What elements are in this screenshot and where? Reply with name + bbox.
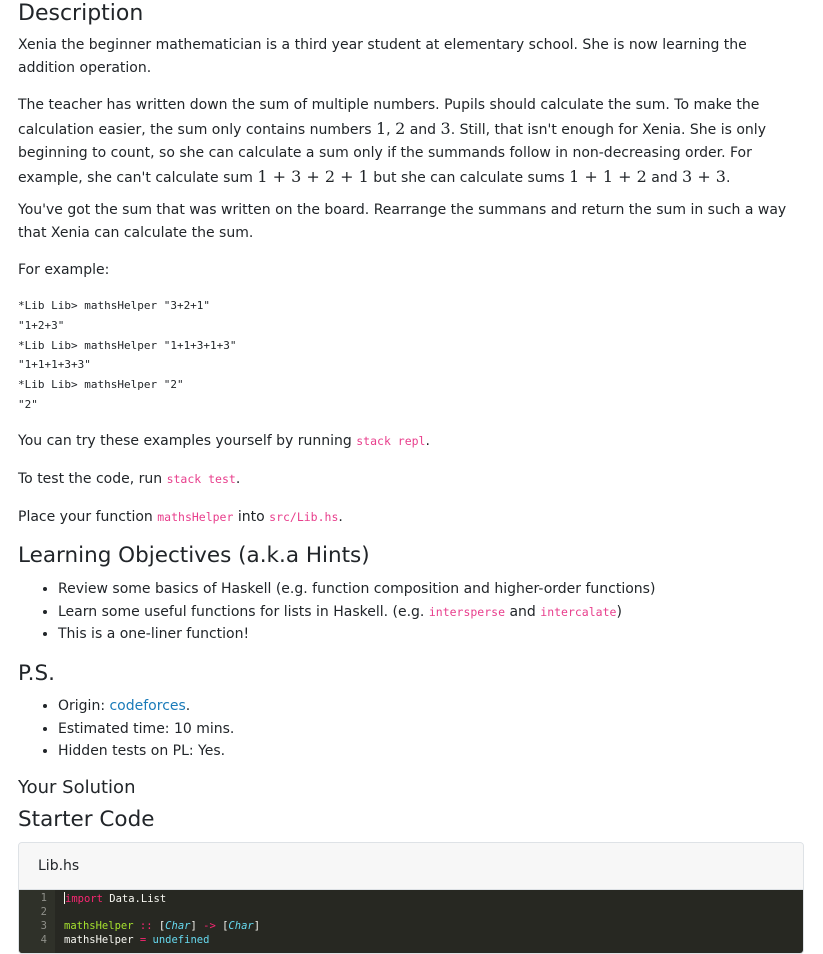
code-constant: undefined [152,934,210,946]
intro-paragraph: Xenia the beginner mathematician is a third year student at elementary school. She is now learning the addition operation. [18,37,747,76]
inline-code: mathsHelper [157,510,234,524]
text-span: Origin: [58,698,110,714]
inline-code: src/Lib.hs [269,510,339,524]
text-span: . [338,509,343,525]
list-item [58,695,823,718]
math-expression: 1 + 3 + 2 + 1 [257,167,369,186]
text-span: , [386,122,396,138]
text-span: The teacher has written down the sum of multiple numbers. Pupils should calculate the sum. To make the calculation easier, the sum only contains numbers [18,97,760,138]
code-line [64,934,209,946]
inline-code: stack repl [356,434,426,448]
text-span: ) [616,603,622,620]
list-item: • Estimated time: 10 mins. [58,718,823,741]
task-paragraph: You've got the sum that was written on the board. Rearrange the summans and return the sum in such a way that Xenia can calculate the sum. [18,202,787,241]
description-heading: Description [18,1,144,26]
your-solution-heading: Your Solution [18,777,136,798]
repl-example [18,296,804,415]
code-type: Char [228,920,254,932]
text-span: and [646,170,683,186]
ps-list [18,695,823,763]
line-number-gutter [19,890,55,954]
repl-line: *Lib Lib> mathsHelper "1+1+3+1+3" [18,338,237,352]
inline-code: stack test [166,472,236,486]
code-text: [ [222,920,229,932]
code-editor[interactable] [19,890,803,954]
code-operator: :: [133,920,159,932]
starter-code-heading: Starter Code [18,807,155,832]
line-number: 4 [40,934,47,946]
inline-code: intercalate [540,604,617,619]
file-tab[interactable]: Lib.hs [19,843,803,890]
list-item: • This is a one-liner function! [58,623,823,646]
line-number: 1 [40,892,47,904]
list-item: • Review some basics of Haskell (e.g. function composition and higher-order functions) [58,578,823,601]
repl-line: "1+2+3" [18,318,65,332]
for-example-label: For example: [18,262,110,278]
code-line [64,892,166,905]
problem-paragraph [18,94,804,190]
repl-line: *Lib Lib> mathsHelper "3+2+1" [18,299,211,312]
text-span: and [505,603,541,620]
try-paragraph [18,430,804,453]
code-function-name: mathsHelper [64,920,134,932]
code-text: mathsHelper [64,934,134,946]
code-operator: -> [196,920,223,932]
codeforces-link[interactable]: codeforces [109,698,186,714]
list-item [58,601,823,624]
code-text: [ [158,920,166,932]
text-span: into [233,509,270,525]
text-span: but she can calculate sums [368,170,570,186]
text-span: and [405,122,441,138]
code-type: Char [165,920,191,932]
math-number: 1 [375,119,387,138]
code-line [64,920,260,932]
objectives-heading: Learning Objectives (a.k.a Hints) [18,543,370,568]
math-expression: 3 + 3 [682,167,726,186]
line-number: 3 [40,920,47,932]
text-span: . [185,698,191,714]
list-item: • Hidden tests on PL: Yes. [58,740,823,763]
place-paragraph [18,506,804,529]
text-span: You can try these examples yourself by running [18,433,357,449]
text-span: . Still, that isn't enough for Xenia. She is only beginning to count, so she can calculate a sum only if the summands follow in non-decreasing order. For example, she can't calculate sum [18,122,766,186]
math-number: 2 [395,119,406,138]
code-text: Data.List [102,893,167,905]
text-span: Place your function [18,509,158,525]
text-span: To test the code, run [18,471,167,487]
math-expression: 1 + 1 + 2 [569,167,647,186]
starter-code-card [18,842,804,954]
inline-code: intersperse [428,604,506,619]
ps-heading: P.S. [18,661,55,686]
text-span: . [235,471,241,487]
code-text: ] [190,920,197,932]
code-keyword: import [65,893,103,905]
text-span: . [425,433,430,449]
objectives-list [18,578,823,646]
code-operator: = [133,934,153,946]
repl-line: "1+1+1+3+3" [18,358,91,372]
math-number: 3 [440,119,451,138]
line-number: 2 [40,906,47,918]
test-paragraph [18,468,804,491]
repl-line: *Lib Lib> mathsHelper "2" [18,378,184,392]
text-span: Learn some useful functions for lists in Haskell. (e.g. [58,603,429,620]
text-span: . [725,170,731,186]
code-text: ] [253,920,261,932]
repl-line: "2" [18,397,38,411]
